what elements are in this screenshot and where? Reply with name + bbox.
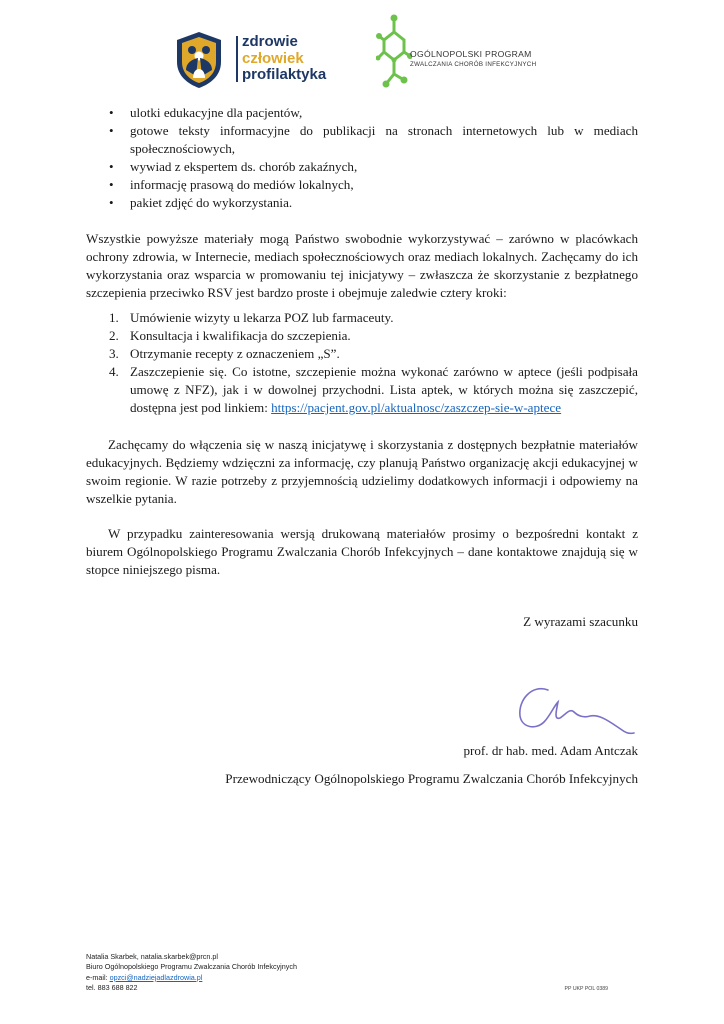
list-item: • ulotki edukacyjne dla pacjentów, <box>130 104 638 122</box>
zdrowie-czlowiek-profilaktyka-logo <box>174 30 334 94</box>
vaccination-steps-list <box>109 309 638 417</box>
paragraph-print-version: W przypadku zainteresowania wersją drukowaną materiałów prosimy o bezpośredni kontakt z biurem Ogólnopolskiego Programu Zwalczania Chorób Infekcyjnych – dane kontaktowe znajdują się w stopce niniejszego pisma. <box>86 526 638 577</box>
green-molecule-logo-icon <box>376 14 412 92</box>
list-item <box>109 327 638 345</box>
step-number: 1. <box>109 310 119 325</box>
closing-salutation: Z wyrazami szacunku <box>523 614 638 629</box>
logo-text-line2: człowiek <box>242 49 304 67</box>
list-item: • pakiet zdjęć do wykorzystania. <box>130 194 638 212</box>
document-code: PP UKP POL 0389 <box>564 986 608 992</box>
letterhead <box>0 8 724 94</box>
letter-body <box>86 104 638 631</box>
list-item: • informację prasową do mediów lokalnych, <box>130 176 638 194</box>
paragraph-invitation: Zachęcamy do włączenia się w naszą inicjatywę i skorzystania z dostępnych bezpłatnie materiałów edukacyjnych. Będziemy wdzięczni za informację, czy planują Państwo organizację akcji edukacyjnej w swoim regionie. W razie potrzeby z przyjemnością udzielimy dodatkowych informacji i odpowiemy na wszelkie pytania. <box>86 437 638 506</box>
shield-people-logo-icon <box>174 30 224 90</box>
step-number: 4. <box>109 364 119 379</box>
footer-email-link[interactable]: opzci@nadziejadlazdrowia.pl <box>109 972 203 982</box>
step-text: Otrzymanie recepty z oznaczeniem „S”. <box>130 346 340 361</box>
step-number: 3. <box>109 346 119 361</box>
logo-divider <box>236 36 238 82</box>
footer-email-line <box>86 973 297 983</box>
list-item <box>109 345 638 363</box>
step-text: Zaszczepienie się. Co istotne, szczepienie można wykonać zarówno w aptece (jeśli podpisała umowę z NFZ), jak i w dowolnej przychodni. Lista aptek, w których można się zaszczepić, dostępna jest pod linkiem: <box>130 364 638 415</box>
footer-contact <box>86 952 297 994</box>
ogolnopolski-program-logo <box>376 14 546 94</box>
program-name-line1: OGÓLNOPOLSKI PROGRAM <box>410 49 532 59</box>
logo-text-line1: zdrowie <box>242 33 298 50</box>
signer-name: prof. dr hab. med. Adam Antczak <box>463 743 638 758</box>
materials-list <box>130 104 638 212</box>
logo-text-line3: profilaktyka <box>242 66 327 83</box>
step-text: Konsultacja i kwalifikacja do szczepienia. <box>130 328 351 343</box>
list-item <box>109 363 638 417</box>
footer-phone: tel. 883 688 822 <box>86 983 138 993</box>
program-name-line2: ZWALCZANIA CHORÓB INFEKCYJNYCH <box>410 61 537 68</box>
list-item: • gotowe teksty informacyjne do publikacji na stronach internetowych lub w mediach społecznościowych, <box>130 122 638 158</box>
footer-contact-person: Natalia Skarbek, natalia.skarbek@prcn.pl <box>86 952 218 961</box>
footer-email-label: e-mail: <box>86 972 110 982</box>
step-text: Umówienie wizyty u lekarza POZ lub farmaceuty. <box>130 310 394 325</box>
pharmacy-list-link[interactable]: https://pacjent.gov.pl/aktualnosc/zaszczep-sie-w-aptece <box>271 400 562 415</box>
paragraph-materials-usage: Wszystkie powyższe materiały mogą Państwo swobodnie wykorzystywać – zarówno w placówkach ochrony zdrowia, w Internecie, mediach społecznościowych oraz mediach lokalnych. Zachęcamy do ich wykorzystania oraz wsparcia w promowaniu tej inicjatywy – zwłaszcza że skorzystanie z bezpłatnego szczepienia przeciwko RSV jest bardzo proste i obejmuje zaledwie cztery kroki: <box>86 231 638 300</box>
footer-office: Biuro Ogólnopolskiego Programu Zwalczania Chorób Infekcyjnych <box>86 962 297 972</box>
signer-role: Przewodniczący Ogólnopolskiego Programu Zwalczania Chorób Infekcyjnych <box>225 771 638 786</box>
list-item <box>109 309 638 327</box>
handwritten-signature-icon <box>510 678 640 740</box>
step-number: 2. <box>109 328 119 343</box>
list-item: • wywiad z ekspertem ds. chorób zakaźnych, <box>130 158 638 176</box>
